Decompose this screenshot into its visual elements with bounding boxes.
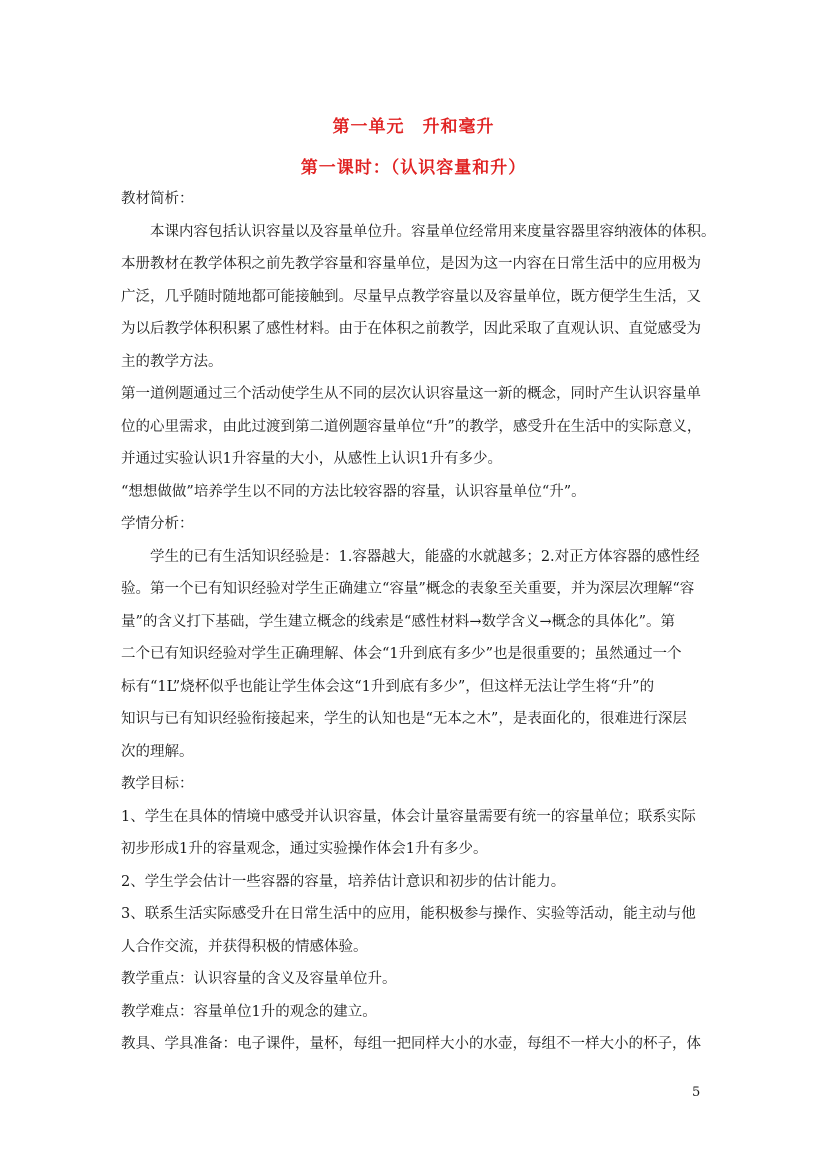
text-line: 次的理解。 — [121, 743, 194, 760]
text-line: 知识与已有知识经验衔接起来，学生的认知也是“无本之木”，是表面化的，很难进行深层 — [121, 711, 687, 727]
text-line: 3、联系生活实际感受升在日常生活中的应用，能积极参与操作、实验等活动，能主动与他 — [121, 906, 696, 922]
text-line: 人合作交流，并获得积极的情感体验。 — [121, 938, 368, 955]
text-line: 教材简析： — [121, 191, 194, 207]
text-line: 教具、学具准备：电子课件，量杯，每组一把同样大小的水壶，每组不一样大小的杯子，体 — [121, 1036, 701, 1052]
text-line: 本课内容包括认识容量以及容量单位升。容量单位经常用来度量容器里容纳液体的体积。 — [150, 223, 716, 240]
text-line: 初步形成1升的容量观念，通过实验操作体会1升有多少。 — [121, 841, 488, 857]
text-line: 教学重点：认识容量的含义及容量单位升。 — [121, 971, 397, 987]
text-line: 为以后教学体积积累了感性材料。由于在体积之前教学，因此采取了直观认识、直觉感受为 — [121, 321, 701, 337]
text-line: 标有“1L”烧杯似乎也能让学生体会这“1升到底有多少”，但这样无法让学生将“升”的 — [121, 678, 655, 695]
text-line: 教学目标： — [121, 776, 194, 792]
text-line: 1、学生在具体的情境中感受并认识容量，体会计量容量需要有统一的容量单位；联系实际 — [121, 808, 696, 825]
text-line: 教学难点：容量单位1升的观念的建立。 — [121, 1003, 377, 1020]
unit-title: 第一单元 升和毫升 — [332, 117, 495, 137]
page-number: 5 — [692, 1085, 701, 1100]
text-line: 主的教学方法。 — [121, 353, 223, 370]
text-line: 第一道例题通过三个活动使学生从不同的层次认识容量这一新的概念，同时产生认识容量单 — [121, 386, 701, 402]
text-line: 二个已有知识经验对学生正确理解、体会“1升到底有多少”也是很重要的；虽然通过一个 — [121, 646, 682, 662]
body-text — [121, 183, 721, 1061]
text-line: 验。第一个已有知识经验对学生正确建立“容量”概念的表象至关重要，并为深层次理解“容 — [121, 581, 695, 597]
text-line: 并通过实验认识1升容量的大小，从感性上认识1升有多少。 — [121, 451, 502, 467]
lesson-title: 第一课时：（认识容量和升） — [300, 158, 527, 178]
text-line: 2、学生学会估计一些容器的容量，培养估计意识和初步的估计能力。 — [121, 873, 566, 890]
text-line: 量”的含义打下基础，学生建立概念的线索是“感性材料→数学含义→概念的具体化”。第 — [121, 613, 676, 630]
text-line: 本册教材在教学体积之前先教学容量和容量单位，是因为这一内容在日常生活中的应用极为 — [121, 256, 701, 272]
text-line: 学情分析： — [121, 516, 194, 532]
text-line: 广泛，几乎随时随地都可能接触到。尽量早点教学容量以及容量单位，既方便学生生活，又 — [121, 288, 701, 305]
text-line: “想想做做”培养学生以不同的方法比较容器的容量，认识容量单位“升”。 — [121, 483, 586, 500]
text-line: 学生的已有生活知识经验是：1.容器越大，能盛的水就越多；2.对正方体容器的感性经 — [150, 548, 700, 565]
text-line: 位的心里需求，由此过渡到第二道例题容量单位“升”的教学，感受升在生活中的实际意义， — [121, 418, 702, 435]
